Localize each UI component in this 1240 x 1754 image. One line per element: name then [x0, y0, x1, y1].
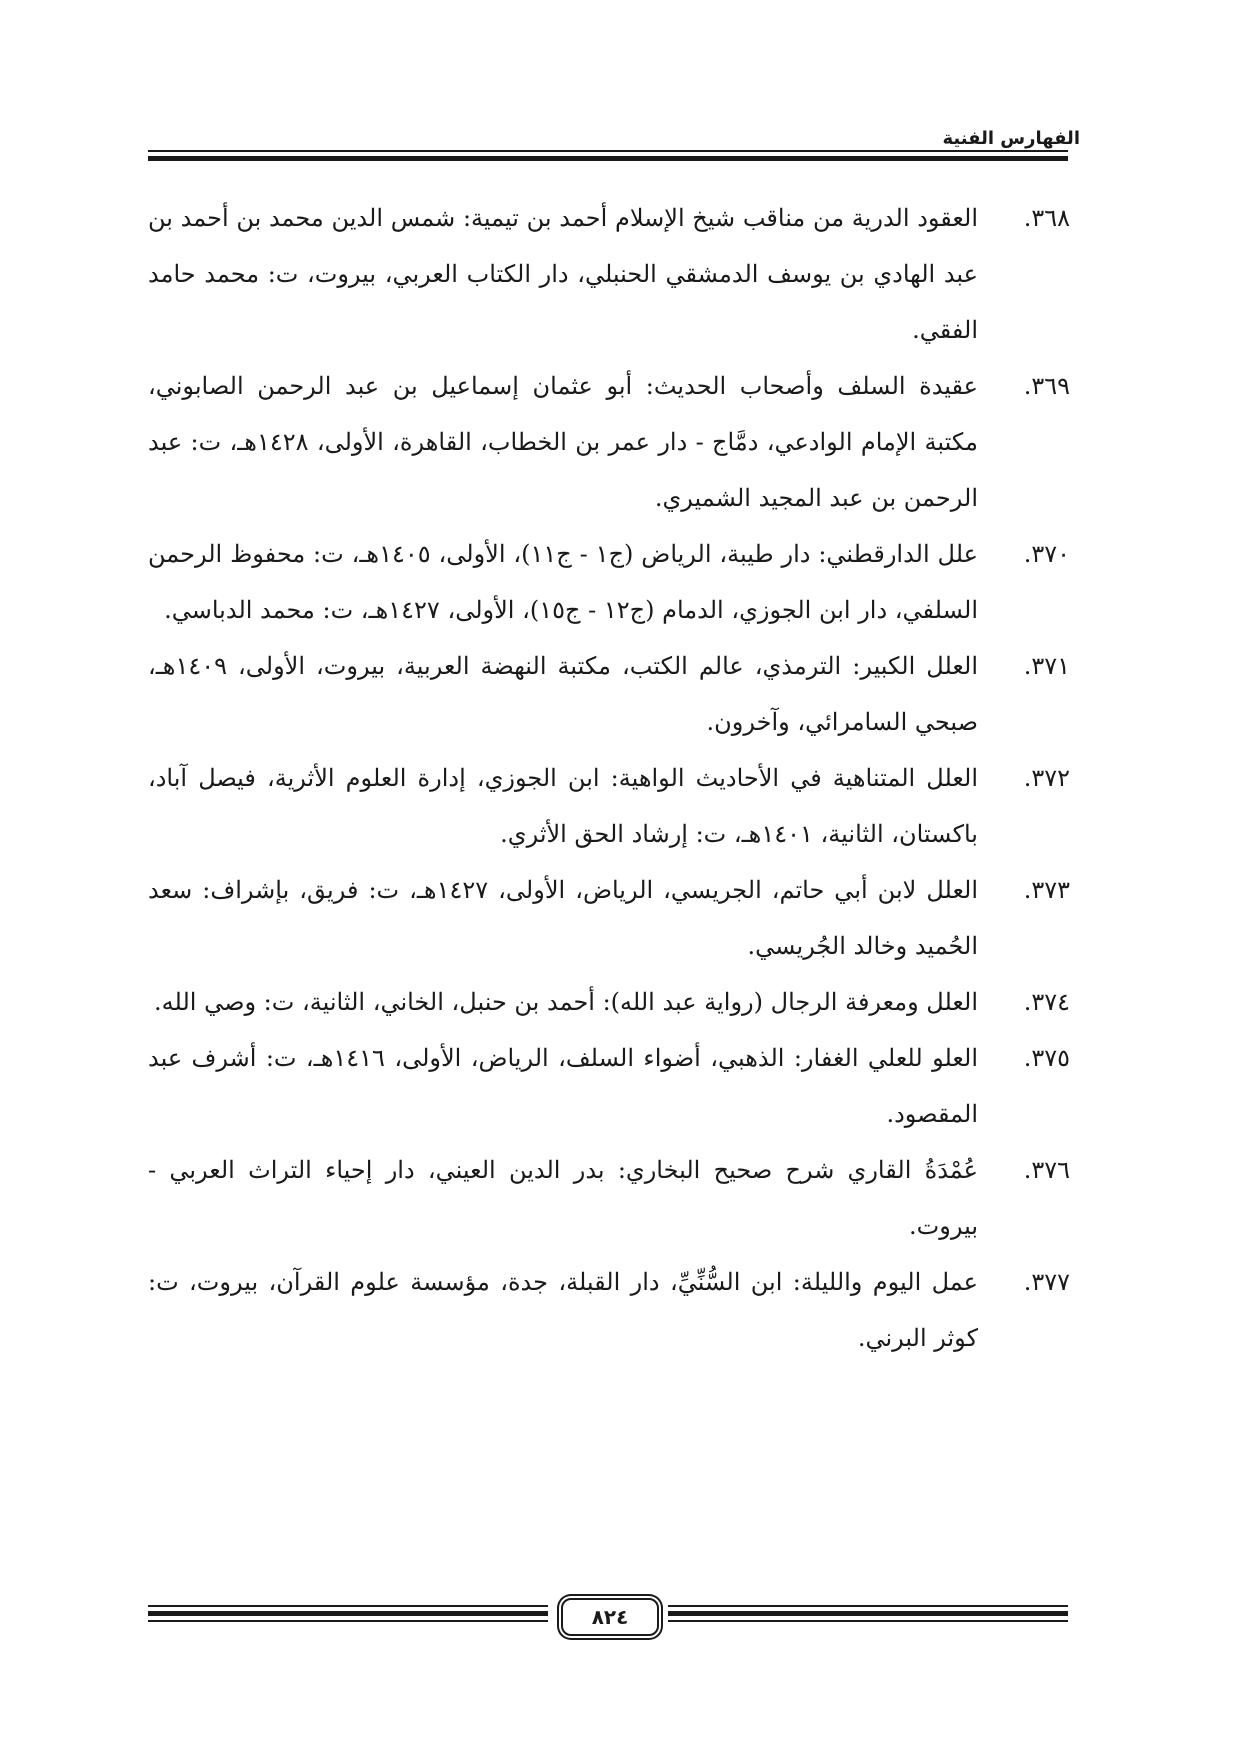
- entry-text: العلل ومعرفة الرجال (رواية عبد الله): أحمد بن حنبل، الخاني، الثانية، ت: وصي الله.: [154, 988, 978, 1016]
- bibliography-entry: [148, 526, 1070, 638]
- entry-number: ٣٧٦.: [1023, 1156, 1070, 1184]
- footer-rule-left-thin-bottom: [148, 1620, 548, 1622]
- header-rule-thick: [148, 156, 1068, 161]
- page-footer: [148, 1596, 1068, 1636]
- page-number: ٨٢٤: [561, 1598, 659, 1636]
- bibliography-entry: [148, 638, 1070, 750]
- entry-text: علل الدارقطني: دار طيبة، الرياض (ج١ - ج١١)، الأولى، ١٤٠٥هـ، ت: محفوظ الرحمن السلفي، دار ابن الجوزي، الدمام (ج١٢ - ج١٥)، الأولى، ١٤٢٧هـ، ت: محمد الدباسي.: [148, 540, 978, 624]
- entry-text: العلل المتناهية في الأحاديث الواهية: ابن الجوزي، إدارة العلوم الأثرية، فيصل آباد، باكستان، الثانية، ١٤٠١هـ، ت: إرشاد الحق الأثري.: [148, 764, 978, 848]
- entry-text: عُمْدَةُ القاري شرح صحيح البخاري: بدر الدين العيني، دار إحياء التراث العربي - بيروت.: [148, 1156, 978, 1240]
- entry-number: ٣٦٨.: [1023, 204, 1070, 232]
- entry-number: ٣٧٠.: [1023, 540, 1070, 568]
- bibliography-entry: [148, 1030, 1070, 1142]
- entry-text: العقود الدرية من مناقب شيخ الإسلام أحمد بن تيمية: شمس الدين محمد بن أحمد بن عبد الهادي بن يوسف الدمشقي الحنبلي، دار الكتاب العربي، بيروت، ت: محمد حامد الفقي.: [148, 204, 978, 344]
- entry-number: ٣٦٩.: [1023, 372, 1070, 400]
- entry-number: ٣٧١.: [1023, 652, 1070, 680]
- bibliography-entry: [148, 358, 1070, 526]
- footer-rule-right-thick: [668, 1611, 1068, 1616]
- bibliography-list: [148, 190, 1070, 1366]
- bibliography-entry: [148, 862, 1070, 974]
- footer-rule-left-thin: [148, 1605, 548, 1607]
- entry-text: عقيدة السلف وأصحاب الحديث: أبو عثمان إسماعيل بن عبد الرحمن الصابوني، مكتبة الإمام الوادعي، دمَّاج - دار عمر بن الخطاب، القاهرة، الأولى، ١٤٢٨هـ، ت: عبد الرحمن بن عبد المجيد الشميري.: [148, 372, 979, 512]
- entry-number: ٣٧٣.: [1023, 876, 1070, 904]
- entry-text: العلل لابن أبي حاتم، الجريسي، الرياض، الأولى، ١٤٢٧هـ، ت: فريق، بإشراف: سعد الحُميد وخالد الجُريسي.: [148, 876, 979, 960]
- section-title: الفهارس الفنية: [942, 128, 1080, 149]
- entry-text: العلل الكبير: الترمذي، عالم الكتب، مكتبة النهضة العربية، بيروت، الأولى، ١٤٠٩هـ، صبحي السامرائي، وآخرون.: [148, 652, 978, 736]
- bibliography-entry: [148, 1142, 1070, 1254]
- footer-rule-left-thick: [148, 1611, 548, 1616]
- entry-number: ٣٧٥.: [1023, 1044, 1070, 1072]
- bibliography-entry: [148, 190, 1070, 358]
- bibliography-entry: [148, 750, 1070, 862]
- entry-number: ٣٧٧.: [1023, 1268, 1070, 1296]
- bibliography-entry: [148, 974, 1070, 1030]
- entry-number: ٣٧٤.: [1023, 988, 1070, 1016]
- entry-number: ٣٧٢.: [1023, 764, 1070, 792]
- footer-rule-right-thin-bottom: [668, 1620, 1068, 1622]
- entry-text: العلو للعلي الغفار: الذهبي، أضواء السلف، الرياض، الأولى، ١٤١٦هـ، ت: أشرف عبد المقصود.: [148, 1044, 978, 1128]
- entry-text: عمل اليوم والليلة: ابن السُّنِّيِّ، دار القبلة، جدة، مؤسسة علوم القرآن، بيروت، ت: كوثر البرني.: [148, 1268, 978, 1352]
- bibliography-entry: [148, 1254, 1070, 1366]
- footer-rule-right-thin: [668, 1605, 1068, 1607]
- header-rule-thin: [148, 150, 1068, 152]
